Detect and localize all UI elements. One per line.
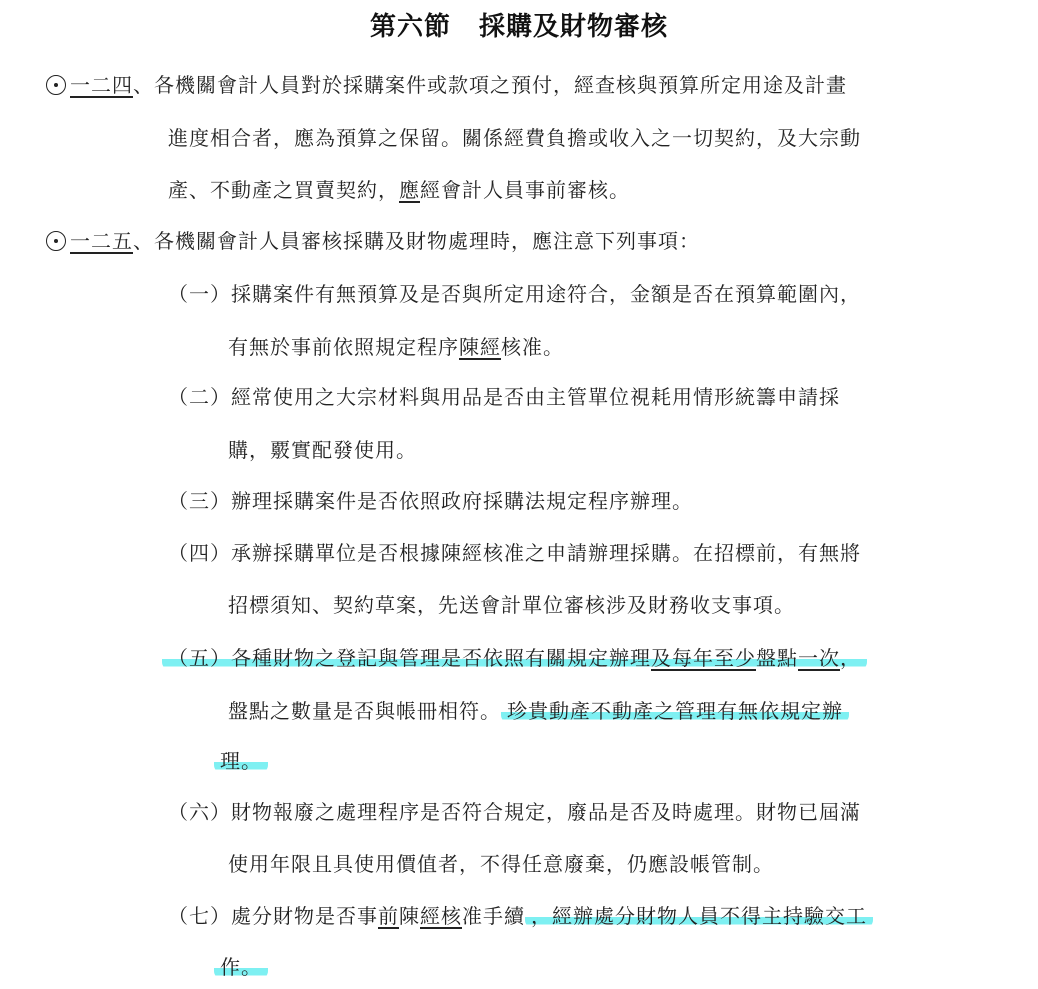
highlight-mark: 理。 xyxy=(214,749,268,773)
article-124-line-2: 進度相合者，應為預算之保留。關係經費負擔或收入之一切契約，及大宗動 xyxy=(168,126,861,150)
item-5-line-3 xyxy=(214,746,268,776)
item-label: （七） xyxy=(168,904,231,928)
circled-dot-icon xyxy=(46,75,66,95)
highlight-mark: ，經辦處分財物人員不得主持驗交工 xyxy=(525,904,873,928)
item-1-line-1: （一）採購案件有無預算及是否與所定用途符合，金額是否在預算範圍內， xyxy=(168,282,861,306)
section-number: 第六節 xyxy=(369,12,451,42)
item-4-line-1: （四）承辦採購單位是否根據陳經核准之申請辦理採購。在招標前，有無將 xyxy=(168,541,861,565)
article-124-line-3: 產、不動產之買賣契約，應經會計人員事前審核。 xyxy=(168,178,630,202)
article-text: 各機關會計人員對於採購案件或款項之預付，經查核與預算所定用途及計畫 xyxy=(154,73,847,97)
item-1-line-2: 有無於事前依照規定程序陳經核准。 xyxy=(228,335,564,359)
item-label: （二） xyxy=(168,385,231,409)
item-5-line-2: 盤點之數量是否與帳冊相符。 珍貴動產不動產之管理有無依規定辦 xyxy=(228,696,849,726)
article-number: 一二五 xyxy=(70,229,133,253)
item-label: （六） xyxy=(168,800,231,824)
highlight-mark: （五）各種財物之登記與管理是否依照有關規定辦理及每年至少盤點一次， xyxy=(162,646,867,670)
item-3-line-1: （三）辦理採購案件是否依照政府採購法規定程序辦理。 xyxy=(168,489,693,513)
article-number: 一二四 xyxy=(70,73,133,97)
item-2-line-1: （二）經常使用之大宗材料與用品是否由主管單位視耗用情形統籌申請採 xyxy=(168,385,840,409)
section-heading: 採購及財物審核 xyxy=(479,12,669,42)
item-label: （五） xyxy=(168,646,231,670)
section-title xyxy=(0,6,1038,43)
article-124-line-1: 一二四、各機關會計人員對於採購案件或款項之預付，經查核與預算所定用途及計畫 xyxy=(46,70,847,100)
article-125-line-1: 一二五、各機關會計人員審核採購及財物處理時，應注意下列事項： xyxy=(46,226,700,256)
circled-dot-icon xyxy=(46,231,66,251)
item-2-line-2: 購，覈實配發使用。 xyxy=(228,438,417,462)
item-label: （四） xyxy=(168,541,231,565)
item-6-line-2: 使用年限且具使用價值者，不得任意廢棄，仍應設帳管制。 xyxy=(228,852,774,876)
item-7-line-1: （七）處分財物是否事前陳經核准手續 ，經辦處分財物人員不得主持驗交工 xyxy=(168,901,873,931)
item-5-line-1 xyxy=(162,643,867,673)
item-label: （一） xyxy=(168,282,231,306)
item-label: （三） xyxy=(168,489,231,513)
item-7-line-2 xyxy=(214,952,268,982)
highlight-mark: 作。 xyxy=(214,955,268,979)
item-4-line-2: 招標須知、契約草案，先送會計單位審核涉及財務收支事項。 xyxy=(228,593,795,617)
highlight-mark: 珍貴動產不動產之管理有無依規定辦 xyxy=(501,699,849,723)
item-6-line-1: （六）財物報廢之處理程序是否符合規定，廢品是否及時處理。財物已屆滿 xyxy=(168,800,861,824)
